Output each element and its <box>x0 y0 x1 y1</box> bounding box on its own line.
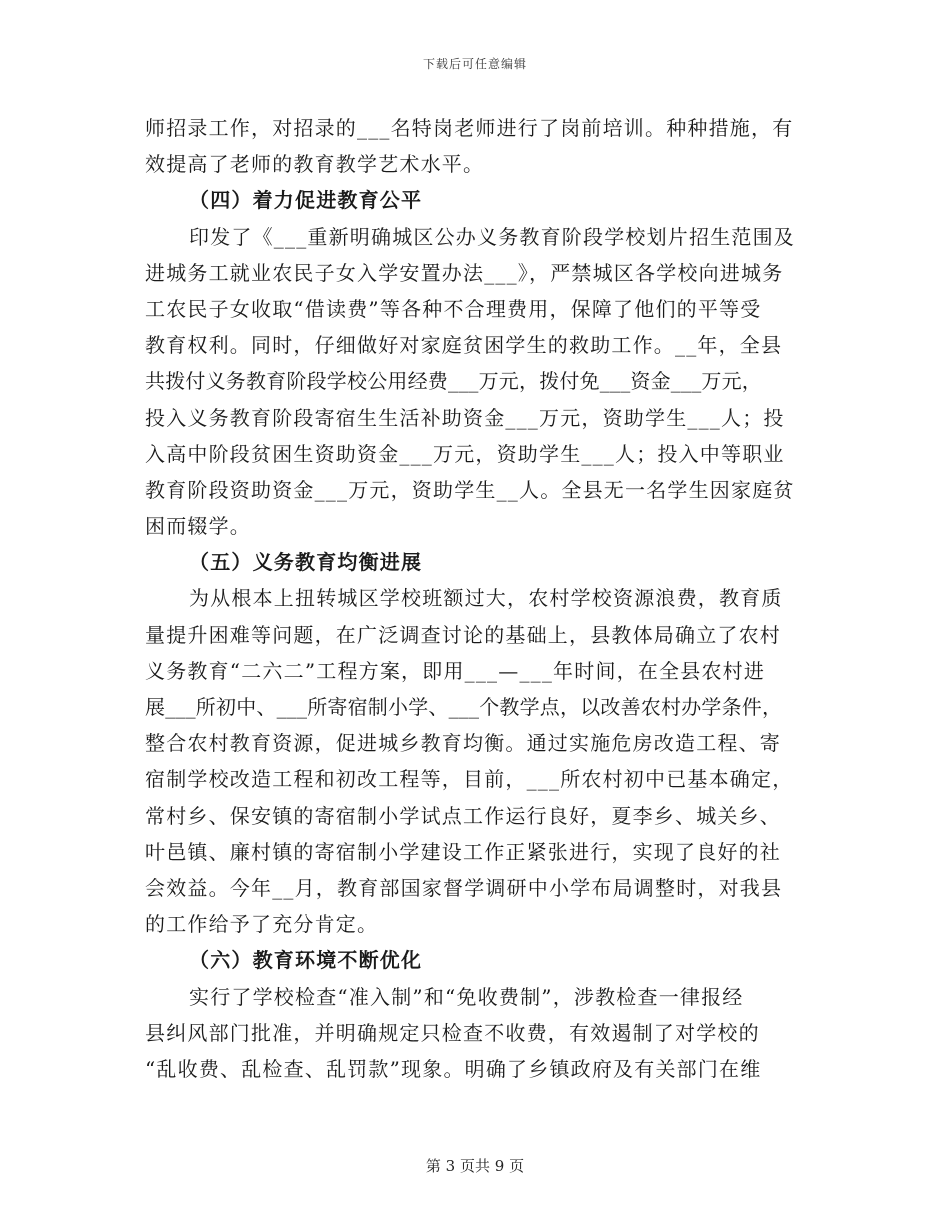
body-line: 的工作给予了充分肯定。 <box>145 912 379 937</box>
body-line: 教育阶段资助资金___万元，资助学生__人。全县无一名学生因家庭贫 <box>145 477 795 502</box>
section-heading-5: （五）义务教育均衡进展 <box>189 550 423 575</box>
document-body <box>145 110 815 1087</box>
body-line: 共拨付义务教育阶段学校公用经费___万元，拨付免___资金___万元， <box>145 369 762 394</box>
body-line: 量提升困难等问题，在广泛调查讨论的基础上，县教体局确立了农村 <box>145 622 781 647</box>
body-line: 入高中阶段贫困生资助资金___万元，资助学生___人；投入中等职业 <box>145 441 785 466</box>
body-line: 进城务工就业农民子女入学安置办法___》，严禁城区各学校向进城务 <box>145 260 784 285</box>
body-line: 县纠风部门批准，并明确规定只检查不收费，有效遏制了对学校的 <box>145 1020 760 1045</box>
body-line: 整合农村教育资源，促进城乡教育均衡。通过实施危房改造工程、寄 <box>145 731 781 756</box>
body-line: 教育权利。同时，仔细做好对家庭贫困学生的救助工作。__年，全县 <box>145 333 783 358</box>
body-line: 工农民子女收取“借读费”等各种不合理费用，保障了他们的平等受 <box>145 296 762 321</box>
body-line: 师招录工作，对招录的___名特岗老师进行了岗前培训。种种措施，有 <box>145 116 794 140</box>
section-heading-6: （六）教育环境不断优化 <box>189 948 423 973</box>
body-line: 困而辍学。 <box>145 514 251 539</box>
section-heading-4: （四）着力促进教育公平 <box>189 188 423 213</box>
body-line: 宿制学校改造工程和初改工程等，目前，___所农村初中已基本确定， <box>145 767 794 792</box>
page-header-note: 下载后可任意编辑 <box>422 57 527 71</box>
body-line: 展___所初中、___所寄宿制小学、___个教学点，以改善农村办学条件， <box>145 695 783 719</box>
body-line: 会效益。今年__月，教育部国家督学调研中小学布局调整时，对我县 <box>145 875 783 900</box>
body-line: 投入义务教育阶段寄宿生生活补助资金___万元，资助学生___人；投 <box>145 405 785 430</box>
body-line: 效提高了老师的教育教学艺术水平。 <box>145 152 485 177</box>
body-line: 实行了学校检查“准入制”和“免收费制”，涉教检查一律报经 <box>189 984 744 1009</box>
body-line: “乱收费、乱检查、乱罚款”现象。明确了乡镇政府及有关部门在维 <box>145 1056 762 1081</box>
body-line: 为从根本上扭转城区学校班额过大，农村学校资源浪费，教育质 <box>189 586 783 611</box>
body-line: 常村乡、保安镇的寄宿制小学试点工作运行良好，夏李乡、城关乡、 <box>145 803 781 828</box>
body-line: 叶邑镇、廉村镇的寄宿制小学建设工作正紧张进行，实现了良好的社 <box>145 839 781 864</box>
page-number-footer: 第 3 页共 9 页 <box>425 1157 525 1175</box>
body-line: 印发了《___重新明确城区公办义务教育阶段学校划片招生范围及 <box>189 224 795 249</box>
body-line: 义务教育“二六二”工程方案，即用___—___年时间，在全县农村进 <box>145 658 766 683</box>
